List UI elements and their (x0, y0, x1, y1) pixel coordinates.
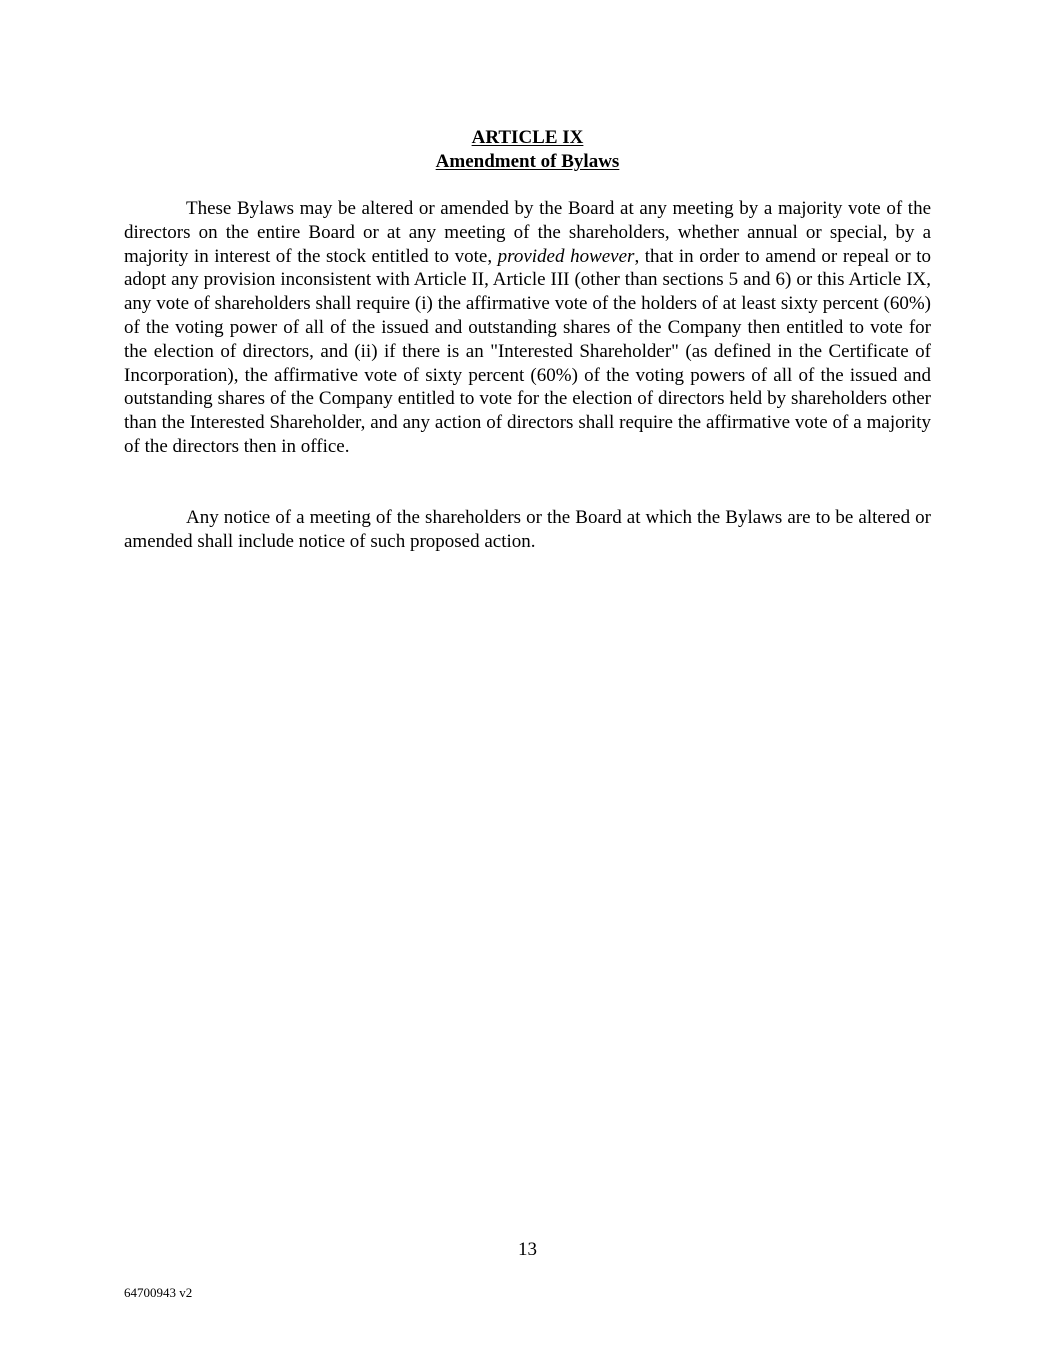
article-heading (0, 126, 1055, 174)
paragraph-text: These Bylaws may be altered or amended by the Board at any meeting by a majority vote of the directors on the entire Board or at any meeting of the shareholders, whether annual or special, by a majority in interest of the stock entitled to vote, (124, 198, 931, 267)
paragraph-notice (124, 506, 931, 554)
paragraph-amendment-rules (124, 197, 931, 459)
page-number: 13 (518, 1239, 537, 1260)
paragraph-emphasis: provided however (497, 245, 635, 267)
article-title: Amendment of Bylaws (435, 151, 620, 172)
document-id: 64700943 v2 (124, 1285, 193, 1300)
paragraph-text: , that in order to amend or repeal or to adopt any provision inconsistent with Article II, Article III (other than sections 5 and 6) or this Article IX, any vote of shareholders shall require (i) the affirmative vote of the holders of at least sixty percent (60%) of the voting power of all of the issued and outstanding shares of the Company then entitled to vote for the election of directors, and (ii) if there is an "Interested Shareholder" (as defined in the Certificate of Incorporation), the affirmative vote of sixty percent (60%) of the voting powers of all of the issued and outstanding shares of the Company entitled to vote for the election of directors held by shareholders other than the Interested Shareholder, and any action of directors shall require the affirmative vote of a majority of the directors then in office. (124, 245, 932, 457)
article-number: ARTICLE IX (471, 127, 584, 148)
paragraph-text: Any notice of a meeting of the shareholders or the Board at which the Bylaws are to be altered or amended shall include notice of such proposed action. (124, 507, 931, 552)
